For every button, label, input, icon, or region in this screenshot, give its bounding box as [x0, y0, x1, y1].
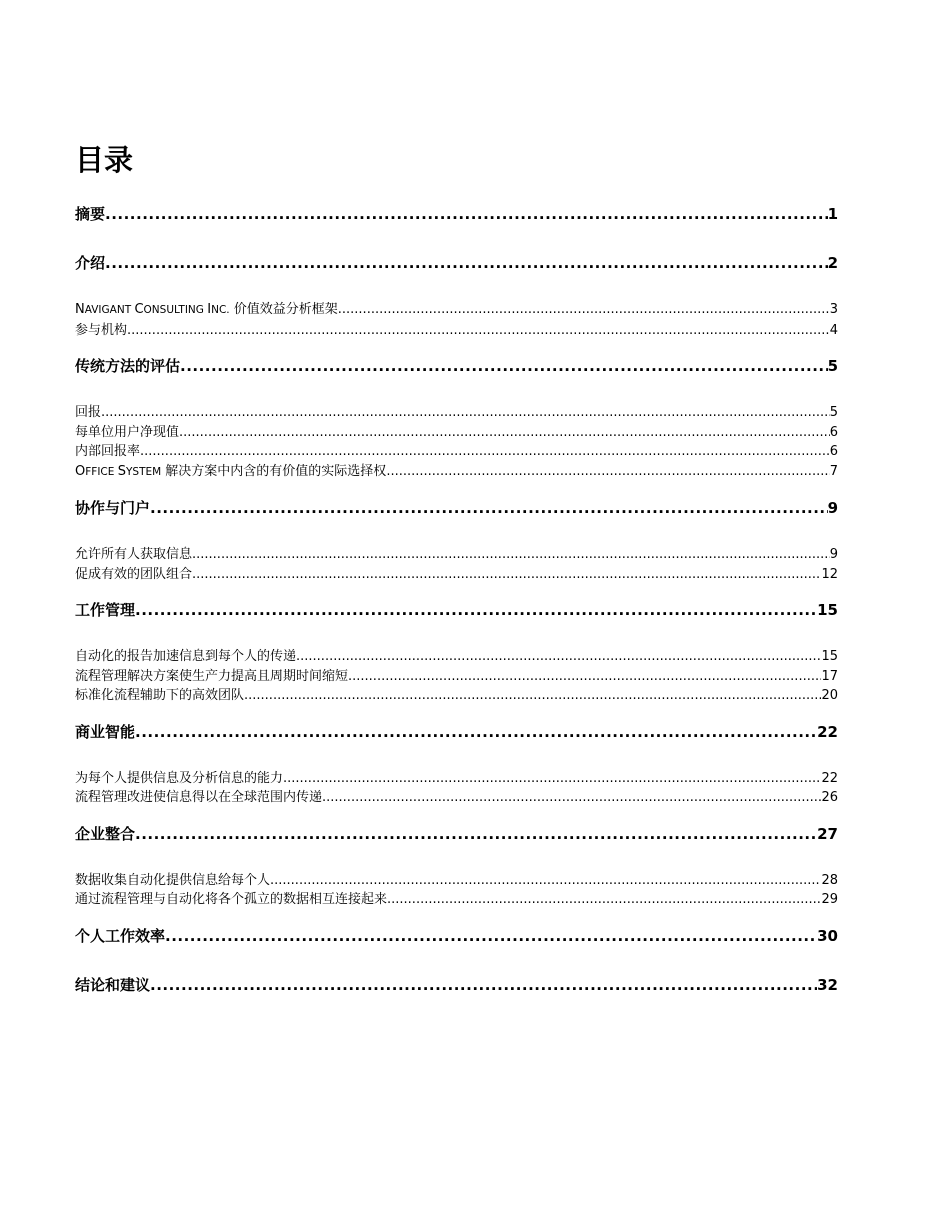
- toc-leader-dots: [338, 300, 830, 320]
- toc-page-number: 15: [817, 601, 838, 619]
- toc-page-number: 20: [821, 688, 838, 703]
- toc-page-number: 12: [821, 566, 838, 582]
- toc-subsection-entry[interactable]: [75, 545, 838, 565]
- toc-page: [75, 140, 838, 995]
- toc-entry-label: 摘要: [75, 205, 106, 223]
- toc-subsection-entry[interactable]: [75, 647, 838, 667]
- toc-leader-dots: [135, 722, 817, 742]
- toc-page-number: 1: [827, 205, 838, 223]
- toc-entry-label: 参与机构: [75, 322, 128, 338]
- toc-page-number: 30: [817, 926, 838, 945]
- toc-page-number: 22: [821, 770, 838, 786]
- toc-entry-label: 个人工作效率: [75, 926, 166, 945]
- toc-leader-dots: [101, 403, 830, 423]
- toc-section-entry[interactable]: [75, 824, 838, 844]
- toc-page-number: 29: [821, 892, 838, 907]
- toc-leader-dots: [322, 788, 821, 808]
- toc-leader-dots: [179, 423, 830, 443]
- toc-entry-label: 回报: [75, 405, 102, 420]
- toc-entry-label: 内部回报率: [75, 444, 141, 459]
- toc-leader-dots: [386, 462, 829, 482]
- toc-entry-label: 允许所有人获取信息: [75, 547, 193, 562]
- toc-page-number: 2: [827, 254, 838, 272]
- toc-section-entry[interactable]: [75, 975, 838, 995]
- toc-page-number: 5: [829, 405, 838, 420]
- toc-entry-label: 流程管理改进使信息得以在全球范围内传递: [75, 790, 323, 805]
- toc-subsection-entry[interactable]: [75, 890, 838, 910]
- toc-page-number: 9: [829, 547, 838, 562]
- toc-section-entry[interactable]: [75, 498, 838, 518]
- page-title: 目录: [75, 143, 134, 177]
- toc-leader-dots: [387, 890, 821, 910]
- toc-entry-label: 流程管理解决方案使生产力提高且周期时间缩短: [75, 668, 349, 684]
- toc-subsection-entry[interactable]: [75, 423, 838, 443]
- toc-entry-label: 企业整合: [75, 824, 136, 843]
- toc-page-number: 4: [829, 322, 838, 338]
- toc-subsection-entry[interactable]: [75, 667, 838, 687]
- toc-leader-dots: [135, 600, 817, 620]
- toc-entry-label: 结论和建议: [75, 975, 151, 994]
- toc-section-entry[interactable]: [75, 600, 838, 620]
- toc-subsection-entry[interactable]: [75, 769, 838, 789]
- toc-page-number: 32: [817, 975, 838, 994]
- toc-entry-label: 每单位用户净现值: [75, 424, 180, 440]
- toc-entry-label: 传统方法的评估: [75, 357, 181, 375]
- toc-section-entry[interactable]: [75, 926, 838, 946]
- toc-leader-dots: [150, 498, 828, 518]
- toc-section-entry[interactable]: [75, 253, 838, 273]
- toc-page-number: 5: [827, 357, 838, 375]
- table-of-contents: [75, 204, 838, 995]
- toc-entry-label: 数据收集自动化提供信息给每个人: [75, 872, 271, 888]
- toc-leader-dots: [244, 686, 821, 706]
- toc-subsection-entry[interactable]: [75, 300, 838, 321]
- toc-leader-dots: [192, 565, 821, 585]
- toc-leader-dots: [105, 204, 828, 224]
- toc-page-number: 27: [817, 824, 838, 843]
- toc-page-number: 7: [829, 463, 838, 479]
- toc-subsection-entry[interactable]: [75, 788, 838, 808]
- toc-subsection-entry[interactable]: [75, 403, 838, 423]
- toc-page-number: 28: [821, 872, 838, 888]
- toc-leader-dots: [180, 356, 828, 376]
- toc-subsection-entry[interactable]: [75, 321, 838, 341]
- toc-entry-label: 工作管理: [75, 601, 136, 619]
- toc-leader-dots: [140, 442, 830, 462]
- toc-entry-label: 通过流程管理与自动化将各个孤立的数据相互连接起来: [75, 892, 388, 907]
- toc-entry-label: NAVIGANT CONSULTING INC. 价值效益分析框架: [75, 302, 338, 317]
- toc-entry-label: 标准化流程辅助下的高效团队: [75, 688, 245, 703]
- toc-section-entry[interactable]: [75, 722, 838, 742]
- toc-page-number: 3: [829, 302, 838, 317]
- toc-entry-label: 协作与门户: [75, 499, 151, 517]
- toc-subsection-entry[interactable]: [75, 686, 838, 706]
- toc-page-number: 22: [817, 722, 838, 741]
- toc-entry-label: 介绍: [75, 254, 106, 272]
- toc-leader-dots: [127, 321, 830, 341]
- toc-entry-label: 促成有效的团队组合: [75, 566, 193, 582]
- toc-entry-label: 自动化的报告加速信息到每个人的传递: [75, 649, 297, 664]
- toc-page-number: 17: [821, 668, 838, 684]
- toc-page-number: 26: [821, 790, 838, 805]
- toc-entry-label: OFFICE SYSTEM 解决方案中内含的有价值的实际选择权: [75, 463, 387, 479]
- toc-page-number: 15: [821, 649, 838, 664]
- toc-page-number: 9: [827, 499, 838, 517]
- toc-page-number: 6: [829, 424, 838, 440]
- toc-subsection-entry[interactable]: [75, 442, 838, 462]
- toc-leader-dots: [270, 871, 821, 891]
- toc-leader-dots: [192, 545, 830, 565]
- toc-leader-dots: [135, 824, 817, 844]
- toc-leader-dots: [296, 647, 821, 667]
- toc-leader-dots: [150, 975, 817, 995]
- toc-leader-dots: [165, 926, 817, 946]
- toc-entry-label: 商业智能: [75, 722, 136, 741]
- toc-subsection-entry[interactable]: [75, 462, 838, 483]
- toc-page-number: 6: [829, 444, 838, 459]
- toc-entry-label: 为每个人提供信息及分析信息的能力: [75, 770, 284, 786]
- toc-subsection-entry[interactable]: [75, 871, 838, 891]
- toc-leader-dots: [105, 253, 828, 273]
- toc-subsection-entry[interactable]: [75, 565, 838, 585]
- toc-leader-dots: [348, 667, 821, 687]
- toc-section-entry[interactable]: [75, 356, 838, 376]
- toc-section-entry[interactable]: [75, 204, 838, 224]
- toc-leader-dots: [283, 769, 821, 789]
